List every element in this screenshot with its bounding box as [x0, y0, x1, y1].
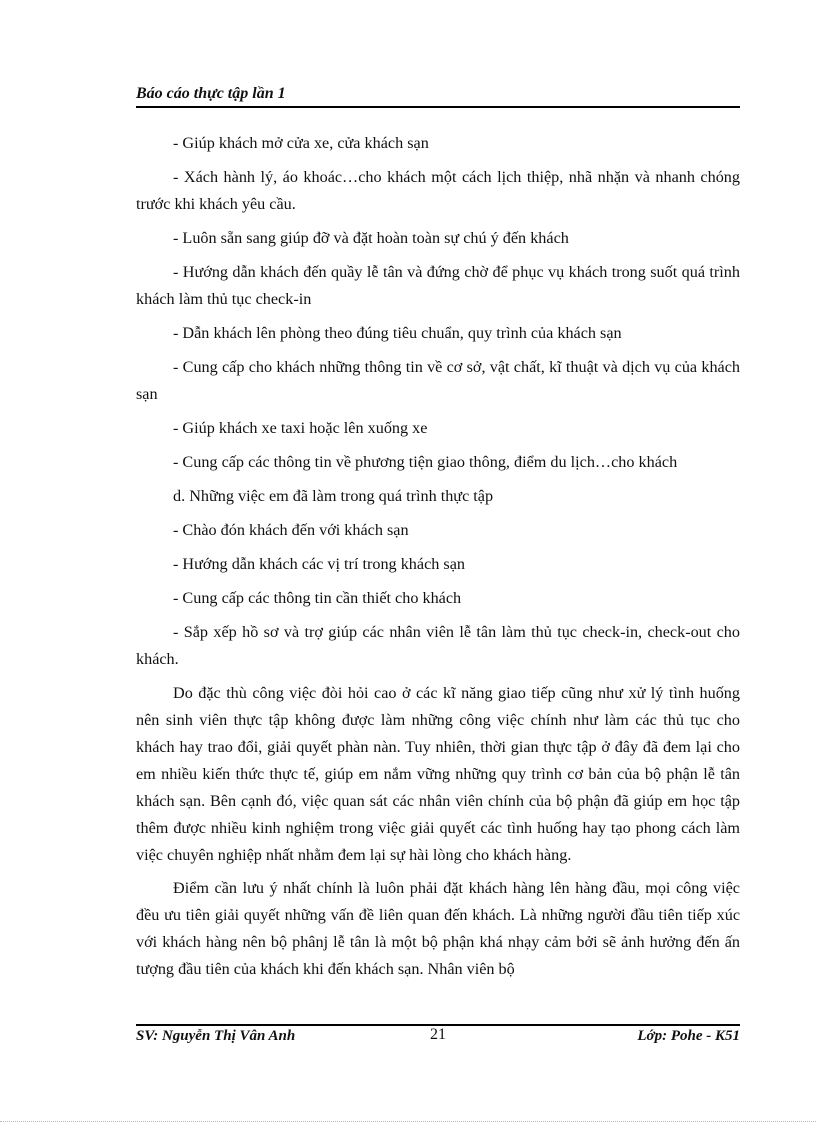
- paragraph-6: - Cung cấp cho khách những thông tin về cơ sở, vật chất, kĩ thuật và dịch vụ của khách sạn: [136, 358, 740, 403]
- paragraph-14: Do đặc thù công việc đòi hỏi cao ở các kĩ năng giao tiếp cũng như xử lý tình huống nên sinh viên thực tập không được làm những công việc chính như làm các thủ tục cho khách hay trao đổi, giải quyết phàn nàn. Tuy nhiên, thời gian thực tập ở đây đã đem lại cho em nhiều kiến thức thực tế, giúp em nắm vững những quy trình cơ bản của bộ phận lễ tân khách sạn. Bên cạnh đó, việc quan sát các nhân viên chính của bộ phận đã giúp em học tập thêm được nhiều kinh nghiệm trong việc giải quyết các tình huống hay tạo phong cách làm việc chuyên nghiệp nhất nhằm đem lại sự hài lòng cho khách hàng.: [136, 684, 740, 864]
- section-heading-d: d. Những việc em đã làm trong quá trình thực tập: [173, 487, 494, 505]
- footer-page-number: 21: [430, 1026, 446, 1043]
- footer-student-name: SV: Nguyễn Thị Vân Anh: [136, 1028, 296, 1044]
- page-header: [136, 84, 740, 104]
- paragraph-13: - Sắp xếp hồ sơ và trợ giúp các nhân viên lễ tân làm thủ tục check-in, check-out cho khách.: [136, 623, 740, 668]
- page-bottom-edge: [0, 1121, 816, 1122]
- paragraph-10: - Chào đón khách đến với khách sạn: [173, 521, 409, 539]
- paragraph-2: - Xách hành lý, áo khoác…cho khách một cách lịch thiệp, nhã nhặn và nhanh chóng trước khi khách yêu cầu.: [136, 168, 740, 213]
- footer-class: Lớp: Pohe - K51: [637, 1028, 740, 1044]
- paragraph-1: - Giúp khách mở cửa xe, cửa khách sạn: [173, 134, 429, 152]
- header-title: Báo cáo thực tập lần 1: [136, 85, 286, 102]
- document-body: [136, 130, 740, 989]
- page-footer: [136, 1028, 740, 1050]
- paragraph-3: - Luôn sẵn sang giúp đỡ và đặt hoàn toàn sự chú ý đến khách: [173, 229, 569, 247]
- paragraph-5: - Dẫn khách lên phòng theo đúng tiêu chuẩn, quy trình của khách sạn: [173, 324, 622, 342]
- paragraph-4: - Hướng dẫn khách đến quầy lễ tân và đứng chờ để phục vụ khách trong suốt quá trình khách làm thủ tục check-in: [136, 263, 740, 308]
- paragraph-7: - Giúp khách xe taxi hoặc lên xuống xe: [173, 419, 428, 437]
- paragraph-12: - Cung cấp các thông tin cần thiết cho khách: [173, 589, 462, 607]
- paragraph-8: - Cung cấp các thông tin về phương tiện giao thông, điểm du lịch…cho khách: [173, 453, 678, 471]
- paragraph-11: - Hướng dẫn khách các vị trí trong khách sạn: [173, 555, 465, 573]
- header-divider: [136, 106, 740, 108]
- paragraph-15: Điểm cần lưu ý nhất chính là luôn phải đặt khách hàng lên hàng đầu, mọi công việc đều ưu tiên giải quyết những vấn đề liên quan đến khách. Là những người đầu tiên tiếp xúc với khách hàng nên bộ phânj lễ tân là một bộ phận khá nhạy cảm bởi sẽ ảnh hưởng đến ấn tượng đầu tiên của khách khi đến khách sạn. Nhân viên bộ: [136, 879, 740, 978]
